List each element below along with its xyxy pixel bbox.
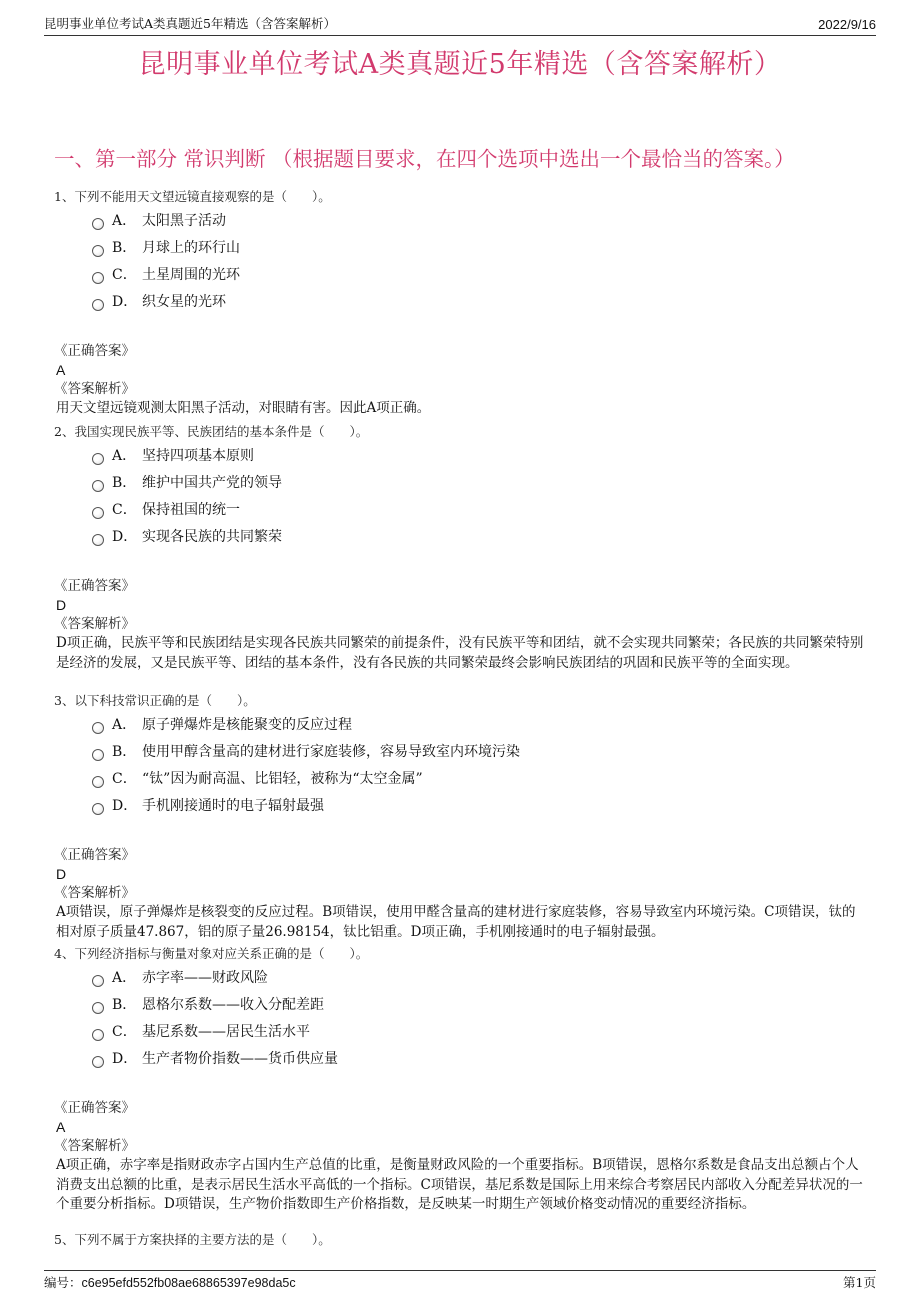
option-letter: D． xyxy=(112,294,138,310)
option-letter: D． xyxy=(112,798,138,814)
option-b[interactable] xyxy=(92,739,864,766)
radio-icon[interactable] xyxy=(92,534,104,546)
question-title: 3、以下科技常识正确的是（ ）。 xyxy=(54,693,256,708)
answer-value: A xyxy=(56,362,66,378)
question-title: 2、我国实现民族平等、民族团结的基本条件是（ ）。 xyxy=(54,424,369,439)
page-number: 第1页 xyxy=(843,1275,876,1290)
radio-icon[interactable] xyxy=(92,218,104,230)
option-text: 使用甲醇含量高的建材进行家庭装修，容易导致室内环境污染 xyxy=(142,744,520,760)
answer-value: A xyxy=(56,1119,66,1135)
option-text: 保持祖国的统一 xyxy=(142,502,240,518)
option-d[interactable] xyxy=(92,793,864,820)
option-a[interactable] xyxy=(92,208,864,235)
header-date: 2022/9/16 xyxy=(818,17,876,32)
page-header xyxy=(44,10,876,36)
analysis-text: 用天文望远镜观测太阳黑子活动，对眼睛有害。因此A项正确。 xyxy=(56,400,431,416)
option-c[interactable] xyxy=(92,497,864,524)
option-text: 月球上的环行山 xyxy=(142,240,240,256)
option-letter: B． xyxy=(112,240,137,256)
option-c[interactable] xyxy=(92,262,864,289)
analysis-text: A项错误，原子弹爆炸是核裂变的反应过程。B项错误，使用甲醛含量高的建材进行家庭装修，容易导致室内环境污染。C项错误，钛的相对原子质量47.867，铝的原子量26.98154，钛比铝重。D项正确，手机刚接通时的电子辐射最强。 xyxy=(56,904,856,940)
option-letter: A． xyxy=(112,970,137,986)
option-letter: C． xyxy=(112,1024,137,1040)
option-a[interactable] xyxy=(92,712,864,739)
section-title: 一、第一部分 常识判断 （根据题目要求，在四个选项中选出一个最恰当的答案。） xyxy=(54,147,795,171)
option-list xyxy=(92,208,864,316)
option-text: 原子弹爆炸是核能聚变的反应过程 xyxy=(142,717,352,733)
header-doc-title: 昆明事业单位考试A类真题近5年精选（含答案解析） xyxy=(44,16,336,31)
radio-icon[interactable] xyxy=(92,975,104,987)
option-text: 太阳黑子活动 xyxy=(142,213,226,229)
option-text: “钛”因为耐高温、比铝轻，被称为“太空金属” xyxy=(142,771,423,787)
option-text: 坚持四项基本原则 xyxy=(142,448,254,464)
option-d[interactable] xyxy=(92,1046,864,1073)
answer-block xyxy=(54,1099,864,1215)
analysis-text: A项正确，赤字率是指财政赤字占国内生产总值的比重，是衡量财政风险的一个重要指标。B项错误，恩格尔系数是食品支出总额占个人消费支出总额的比重，是表示居民生活水平高低的一个指标。C项错误，基尼系数是国际上用来综合考察居民内部收入分配差异状况的一个重要分析指标。D项错误，生产物价指数即生产价格指数，是反映某一时期生产领域价格变动情况的重要经济指标。 xyxy=(56,1157,863,1212)
question-3 xyxy=(54,690,864,942)
analysis-label: 《答案解析》 xyxy=(54,1138,135,1154)
option-letter: A． xyxy=(112,213,137,229)
radio-icon[interactable] xyxy=(92,453,104,465)
option-text: 手机刚接通时的电子辐射最强 xyxy=(142,798,324,814)
option-text: 土星周围的光环 xyxy=(142,267,240,283)
option-text: 维护中国共产党的领导 xyxy=(142,475,282,491)
radio-icon[interactable] xyxy=(92,1029,104,1041)
option-text: 赤字率——财政风险 xyxy=(142,970,268,986)
option-text: 实现各民族的共同繁荣 xyxy=(142,529,282,545)
question-5 xyxy=(54,1229,864,1251)
question-title: 1、下列不能用天文望远镜直接观察的是（ ）。 xyxy=(54,189,331,204)
option-c[interactable] xyxy=(92,1019,864,1046)
option-text: 基尼系数——居民生活水平 xyxy=(142,1024,310,1040)
option-d[interactable] xyxy=(92,289,864,316)
option-letter: C． xyxy=(112,771,137,787)
page-footer xyxy=(44,1270,876,1293)
main-title: 昆明事业单位考试A类真题近5年精选（含答案解析） xyxy=(138,49,782,80)
option-text: 生产者物价指数——货币供应量 xyxy=(142,1051,338,1067)
answer-block xyxy=(54,846,864,942)
option-list xyxy=(92,443,864,551)
analysis-label: 《答案解析》 xyxy=(54,885,135,901)
option-b[interactable] xyxy=(92,235,864,262)
answer-label: 《正确答案》 xyxy=(54,1100,135,1116)
answer-value: D xyxy=(56,866,67,882)
option-letter: A． xyxy=(112,448,137,464)
answer-block xyxy=(54,577,864,673)
radio-icon[interactable] xyxy=(92,1056,104,1068)
option-list xyxy=(92,965,864,1073)
answer-label: 《正确答案》 xyxy=(54,343,135,359)
option-b[interactable] xyxy=(92,992,864,1019)
radio-icon[interactable] xyxy=(92,245,104,257)
radio-icon[interactable] xyxy=(92,272,104,284)
analysis-label: 《答案解析》 xyxy=(54,381,135,397)
option-letter: C． xyxy=(112,267,137,283)
radio-icon[interactable] xyxy=(92,776,104,788)
option-a[interactable] xyxy=(92,965,864,992)
radio-icon[interactable] xyxy=(92,299,104,311)
option-letter: B． xyxy=(112,475,137,491)
question-4 xyxy=(54,943,864,1215)
option-letter: B． xyxy=(112,997,137,1013)
option-a[interactable] xyxy=(92,443,864,470)
option-text: 织女星的光环 xyxy=(142,294,226,310)
option-letter: D． xyxy=(112,529,138,545)
radio-icon[interactable] xyxy=(92,1002,104,1014)
option-d[interactable] xyxy=(92,524,864,551)
answer-block xyxy=(54,342,864,419)
analysis-text: D项正确，民族平等和民族团结是实现各民族共同繁荣的前提条件，没有民族平等和团结，就不会实现共同繁荣；各民族的共同繁荣特别是经济的发展，又是民族平等、团结的基本条件，没有各民族的共同繁荣最终会影响民族团结的巩固和民族平等的全面实现。 xyxy=(56,635,864,671)
radio-icon[interactable] xyxy=(92,480,104,492)
option-letter: C． xyxy=(112,502,137,518)
question-2 xyxy=(54,421,864,673)
analysis-label: 《答案解析》 xyxy=(54,616,135,632)
answer-label: 《正确答案》 xyxy=(54,847,135,863)
option-letter: A． xyxy=(112,717,137,733)
option-text: 恩格尔系数——收入分配差距 xyxy=(142,997,324,1013)
radio-icon[interactable] xyxy=(92,722,104,734)
option-b[interactable] xyxy=(92,470,864,497)
document-code: 编号：c6e95efd552fb08ae68865397e98da5c xyxy=(44,1276,296,1290)
answer-label: 《正确答案》 xyxy=(54,578,135,594)
radio-icon[interactable] xyxy=(92,803,104,815)
question-title: 5、下列不属于方案抉择的主要方法的是（ ）。 xyxy=(54,1232,331,1247)
option-letter: D． xyxy=(112,1051,138,1067)
answer-value: D xyxy=(56,597,67,613)
option-c[interactable] xyxy=(92,766,864,793)
radio-icon[interactable] xyxy=(92,507,104,519)
question-title: 4、下列经济指标与衡量对象对应关系正确的是（ ）。 xyxy=(54,946,369,961)
option-list xyxy=(92,712,864,820)
radio-icon[interactable] xyxy=(92,749,104,761)
option-letter: B． xyxy=(112,744,137,760)
question-1 xyxy=(54,186,864,419)
